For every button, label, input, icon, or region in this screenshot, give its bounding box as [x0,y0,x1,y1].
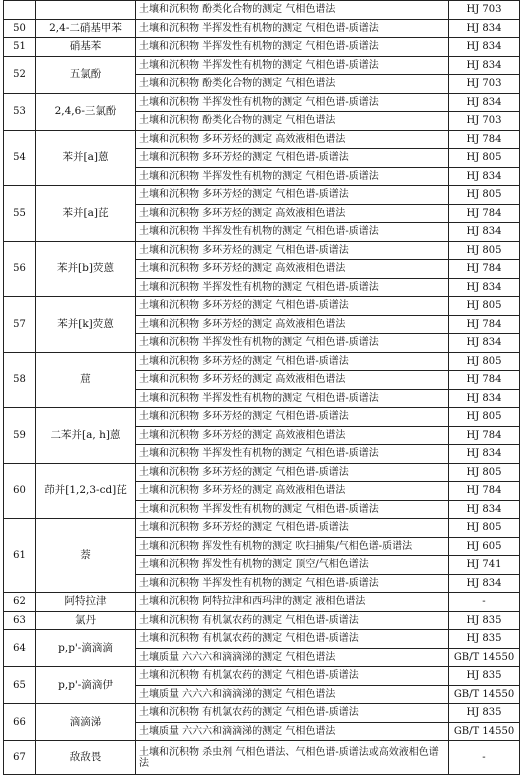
standard-number-cell: HJ 805 [449,186,520,205]
table-row [4,241,520,260]
method-cell: 土壤和沉积物 多环芳烃的测定 高效液相色谱法 [136,260,449,279]
method-cell: 土壤和沉积物 半挥发性有机物的测定 气相色谱-质谱法 [136,389,449,408]
standard-number-cell: - [449,593,520,612]
method-cell: 土壤和沉积物 半挥发性有机物的测定 气相色谱-质谱法 [136,500,449,519]
standard-number-cell: HJ 834 [449,574,520,593]
standard-number-cell: HJ 805 [449,352,520,371]
method-cell: 土壤和沉积物 酚类化合物的测定 气相色谱法 [136,112,449,131]
table-row [4,630,520,649]
standard-number-cell: HJ 834 [449,38,520,57]
standard-number-cell: HJ 834 [449,334,520,353]
table-row [4,19,520,38]
method-cell: 土壤和沉积物 半挥发性有机物的测定 气相色谱-质谱法 [136,38,449,57]
standard-number-cell: HJ 805 [449,297,520,316]
standard-number-cell: GB/T 14550 [449,685,520,704]
item-number-cell [4,1,36,20]
method-cell: 土壤和沉积物 有机氯农药的测定 气相色谱-质谱法 [136,704,449,723]
table-row [4,463,520,482]
method-cell: 土壤和沉积物 半挥发性有机物的测定 气相色谱-质谱法 [136,278,449,297]
item-number-cell: 56 [4,241,36,297]
method-cell: 土壤和沉积物 有机氯农药的测定 气相色谱-质谱法 [136,611,449,630]
pollutant-name-cell: 苯并[a]蒽 [36,130,136,186]
table-row [4,297,520,316]
standard-number-cell: HJ 835 [449,630,520,649]
table-row [4,741,520,775]
standard-number-cell: HJ 834 [449,56,520,75]
table-row [4,408,520,427]
method-cell: 土壤和沉积物 半挥发性有机物的测定 气相色谱-质谱法 [136,574,449,593]
pollutant-name-cell [36,1,136,20]
standard-number-cell: HJ 741 [449,556,520,575]
standard-number-cell: HJ 805 [449,519,520,538]
method-cell: 土壤和沉积物 多环芳烃的测定 气相色谱-质谱法 [136,352,449,371]
method-cell: 土壤和沉积物 多环芳烃的测定 高效液相色谱法 [136,426,449,445]
pollutant-name-cell: 五氯酚 [36,56,136,93]
table-row [4,56,520,75]
method-cell: 土壤和沉积物 多环芳烃的测定 气相色谱-质谱法 [136,463,449,482]
standard-number-cell: - [449,741,520,775]
table-row [4,667,520,686]
standard-number-cell: HJ 835 [449,667,520,686]
method-cell: 土壤和沉积物 半挥发性有机物的测定 气相色谱-质谱法 [136,223,449,242]
standard-number-cell: HJ 834 [449,445,520,464]
table-body [4,1,520,775]
method-cell: 土壤和沉积物 有机氯农药的测定 气相色谱-质谱法 [136,630,449,649]
method-cell: 土壤和沉积物 多环芳烃的测定 气相色谱-质谱法 [136,519,449,538]
table-row [4,519,520,538]
standard-number-cell: HJ 805 [449,408,520,427]
standard-number-cell: HJ 834 [449,93,520,112]
method-cell: 土壤和沉积物 多环芳烃的测定 气相色谱-质谱法 [136,241,449,260]
pollutant-name-cell: 萘 [36,519,136,593]
standard-number-cell: HJ 834 [449,223,520,242]
pollutant-name-cell: 䓛 [36,352,136,408]
pollutant-name-cell: 二苯并[a, h]蒽 [36,408,136,464]
standard-number-cell: HJ 834 [449,19,520,38]
method-cell: 土壤和沉积物 多环芳烃的测定 高效液相色谱法 [136,315,449,334]
item-number-cell: 61 [4,519,36,593]
method-cell: 土壤和沉积物 杀虫剂 气相色谱法、气相色谱-质谱法或高效液相色谱法 [136,741,449,775]
pollutant-name-cell: 苯并[b]荧蒽 [36,241,136,297]
item-number-cell: 62 [4,593,36,612]
pollutant-name-cell: 硝基苯 [36,38,136,57]
standard-number-cell: HJ 784 [449,482,520,501]
pollutant-name-cell: 苯并[k]荧蒽 [36,297,136,353]
method-cell: 土壤和沉积物 多环芳烃的测定 高效液相色谱法 [136,204,449,223]
standard-number-cell: HJ 805 [449,463,520,482]
method-cell: 土壤和沉积物 多环芳烃的测定 高效液相色谱法 [136,371,449,390]
item-number-cell: 50 [4,19,36,38]
standards-table [3,0,520,775]
method-cell: 土壤质量 六六六和滴滴涕的测定 气相色谱法 [136,648,449,667]
method-cell: 土壤和沉积物 多环芳烃的测定 高效液相色谱法 [136,130,449,149]
item-number-cell: 57 [4,297,36,353]
method-cell: 土壤和沉积物 酚类化合物的测定 气相色谱法 [136,75,449,94]
table-row [4,611,520,630]
method-cell: 土壤质量 六六六和滴滴涕的测定 气相色谱法 [136,685,449,704]
item-number-cell: 63 [4,611,36,630]
method-cell: 土壤和沉积物 半挥发性有机物的测定 气相色谱-质谱法 [136,93,449,112]
standard-number-cell: HJ 784 [449,260,520,279]
standard-number-cell: HJ 835 [449,704,520,723]
method-cell: 土壤质量 六六六和滴滴涕的测定 气相色谱法 [136,722,449,741]
pollutant-name-cell: 敌敌畏 [36,741,136,775]
table-row [4,186,520,205]
method-cell: 土壤和沉积物 半挥发性有机物的测定 气相色谱-质谱法 [136,19,449,38]
standard-number-cell: GB/T 14550 [449,722,520,741]
item-number-cell: 54 [4,130,36,186]
standard-number-cell: HJ 805 [449,241,520,260]
standard-number-cell: HJ 834 [449,278,520,297]
method-cell: 土壤和沉积物 有机氯农药的测定 气相色谱-质谱法 [136,667,449,686]
standard-number-cell: HJ 834 [449,167,520,186]
item-number-cell: 60 [4,463,36,519]
method-cell: 土壤和沉积物 阿特拉津和西玛津的测定 液相色谱法 [136,593,449,612]
standard-number-cell: HJ 805 [449,149,520,168]
standard-number-cell: HJ 703 [449,112,520,131]
table-row [4,93,520,112]
pollutant-name-cell: 2,4-二硝基甲苯 [36,19,136,38]
method-cell: 土壤和沉积物 多环芳烃的测定 气相色谱-质谱法 [136,186,449,205]
pollutant-name-cell: p,p'-滴滴滴 [36,630,136,667]
item-number-cell: 55 [4,186,36,242]
method-cell: 土壤和沉积物 半挥发性有机物的测定 气相色谱-质谱法 [136,334,449,353]
pollutant-name-cell: 苯并[a]芘 [36,186,136,242]
pollutant-name-cell: 阿特拉津 [36,593,136,612]
pollutant-name-cell: 滴滴涕 [36,704,136,741]
item-number-cell: 67 [4,741,36,775]
method-cell: 土壤和沉积物 多环芳烃的测定 高效液相色谱法 [136,482,449,501]
table-row [4,704,520,723]
standard-number-cell: HJ 784 [449,426,520,445]
standard-number-cell: GB/T 14550 [449,648,520,667]
standard-number-cell: HJ 784 [449,130,520,149]
standard-number-cell: HJ 703 [449,1,520,20]
standard-number-cell: HJ 703 [449,75,520,94]
method-cell: 土壤和沉积物 多环芳烃的测定 气相色谱-质谱法 [136,149,449,168]
item-number-cell: 65 [4,667,36,704]
method-cell: 土壤和沉积物 挥发性有机物的测定 吹扫捕集/气相色谱-质谱法 [136,537,449,556]
method-cell: 土壤和沉积物 多环芳烃的测定 气相色谱-质谱法 [136,297,449,316]
pollutant-name-cell: p,p'-滴滴伊 [36,667,136,704]
method-cell: 土壤和沉积物 半挥发性有机物的测定 气相色谱-质谱法 [136,167,449,186]
item-number-cell: 59 [4,408,36,464]
standard-number-cell: HJ 834 [449,389,520,408]
method-cell: 土壤和沉积物 半挥发性有机物的测定 气相色谱-质谱法 [136,445,449,464]
table-row [4,130,520,149]
pollutant-name-cell: 2,4,6-三氯酚 [36,93,136,130]
method-cell: 土壤和沉积物 多环芳烃的测定 气相色谱-质谱法 [136,408,449,427]
standard-number-cell: HJ 784 [449,315,520,334]
pollutant-name-cell: 茚并[1,2,3-cd]芘 [36,463,136,519]
item-number-cell: 52 [4,56,36,93]
table-row [4,38,520,57]
standard-number-cell: HJ 784 [449,371,520,390]
standard-number-cell: HJ 605 [449,537,520,556]
table-row [4,352,520,371]
method-cell: 土壤和沉积物 挥发性有机物的测定 顶空/气相色谱法 [136,556,449,575]
item-number-cell: 66 [4,704,36,741]
item-number-cell: 51 [4,38,36,57]
table-row [4,593,520,612]
pollutant-name-cell: 氯丹 [36,611,136,630]
method-cell: 土壤和沉积物 酚类化合物的测定 气相色谱法 [136,1,449,20]
standard-number-cell: HJ 784 [449,204,520,223]
standard-number-cell: HJ 835 [449,611,520,630]
standard-number-cell: HJ 834 [449,500,520,519]
item-number-cell: 58 [4,352,36,408]
item-number-cell: 53 [4,93,36,130]
method-cell: 土壤和沉积物 半挥发性有机物的测定 气相色谱-质谱法 [136,56,449,75]
table-row [4,1,520,20]
item-number-cell: 64 [4,630,36,667]
